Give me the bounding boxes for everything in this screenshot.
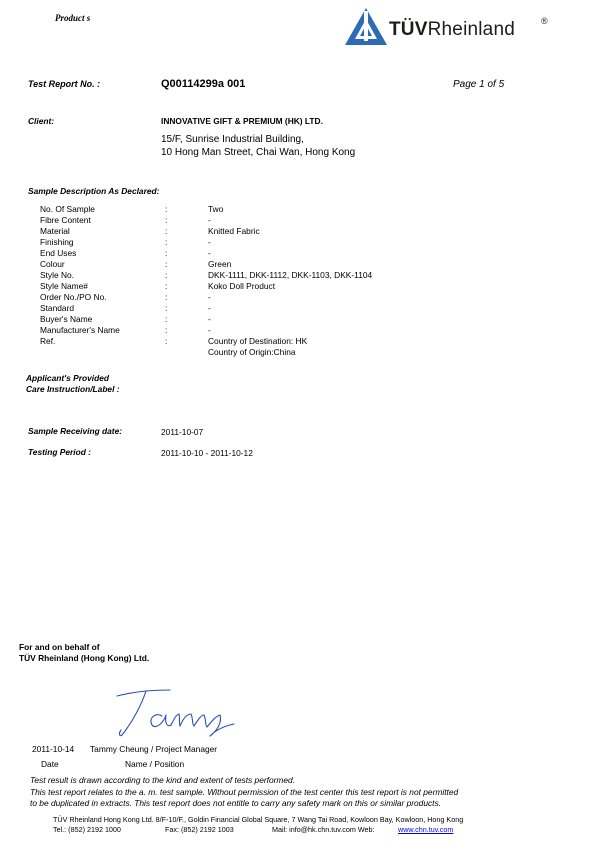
behalf-line2: TÜV Rheinland (Hong Kong) Ltd.	[19, 653, 150, 663]
receiving-date: 2011-10-07	[161, 427, 204, 437]
report-number: Q00114299a 001	[161, 78, 246, 90]
footer-fax: Fax: (852) 2192 1003	[165, 825, 234, 834]
client-address-line2: 10 Hong Man Street, Chai Wan, Hong Kong	[161, 147, 356, 158]
signoff-name-label: Name / Position	[125, 759, 185, 769]
receiving-date-label: Sample Receiving date:	[28, 426, 123, 436]
footer-web-link[interactable]: www.chn.tuv.com	[398, 825, 454, 834]
behalf-line1: For and on behalf of	[19, 642, 100, 652]
footer-tel: Tel.: (852) 2192 1000	[53, 825, 121, 834]
signoff-date: 2011-10-14	[32, 744, 75, 754]
care-label-line1: Applicant's Provided	[26, 373, 109, 383]
client-address-line1: 15/F, Sunrise Industrial Building,	[161, 134, 304, 145]
client-name: INNOVATIVE GIFT & PREMIUM (HK) LTD.	[161, 116, 323, 126]
disclaimer-line2: This test report relates to the a. m. test sample. Without permission of the test center this test report is not permitted	[30, 787, 459, 797]
registered-mark: ®	[541, 16, 548, 26]
signoff-name: Tammy Cheung / Project Manager	[90, 744, 218, 754]
testing-period: 2011-10-10 - 2011-10-12	[161, 448, 253, 458]
logo-wordmark: TÜVRheinland	[389, 19, 515, 40]
handwritten-signature	[112, 688, 242, 740]
signoff-date-label: Date	[41, 759, 59, 769]
sample-heading: Sample Description As Declared:	[28, 186, 160, 196]
tuv-triangle-logo-icon	[345, 7, 389, 47]
footer-address: TÜV Rheinland Hong Kong Ltd. 8/F-10/F., Goldin Financial Global Square, 7 Wang Tai Road, Kowloon Bay, Kowloon, Hong Kong	[53, 815, 464, 824]
client-label: Client:	[28, 116, 55, 126]
disclaimer-line3: to be duplicated in extracts. This test report does not entitle to carry any safety mark on this or similar products.	[30, 798, 442, 808]
tuv-rheinland-logo	[345, 7, 555, 47]
products-label: Product s	[55, 13, 91, 23]
disclaimer-line1: Test result is drawn according to the kind and extent of tests performed.	[30, 775, 296, 785]
testing-period-label: Testing Period :	[28, 447, 91, 457]
ref-origin: Country of Origin:China	[208, 347, 296, 357]
footer-mail: Mail: info@hk.chn.tuv.com Web:	[272, 825, 375, 834]
care-label-line2: Care Instruction/Label :	[26, 384, 120, 394]
report-number-label: Test Report No. :	[28, 79, 101, 89]
page-indicator: Page 1 of 5	[453, 79, 505, 90]
